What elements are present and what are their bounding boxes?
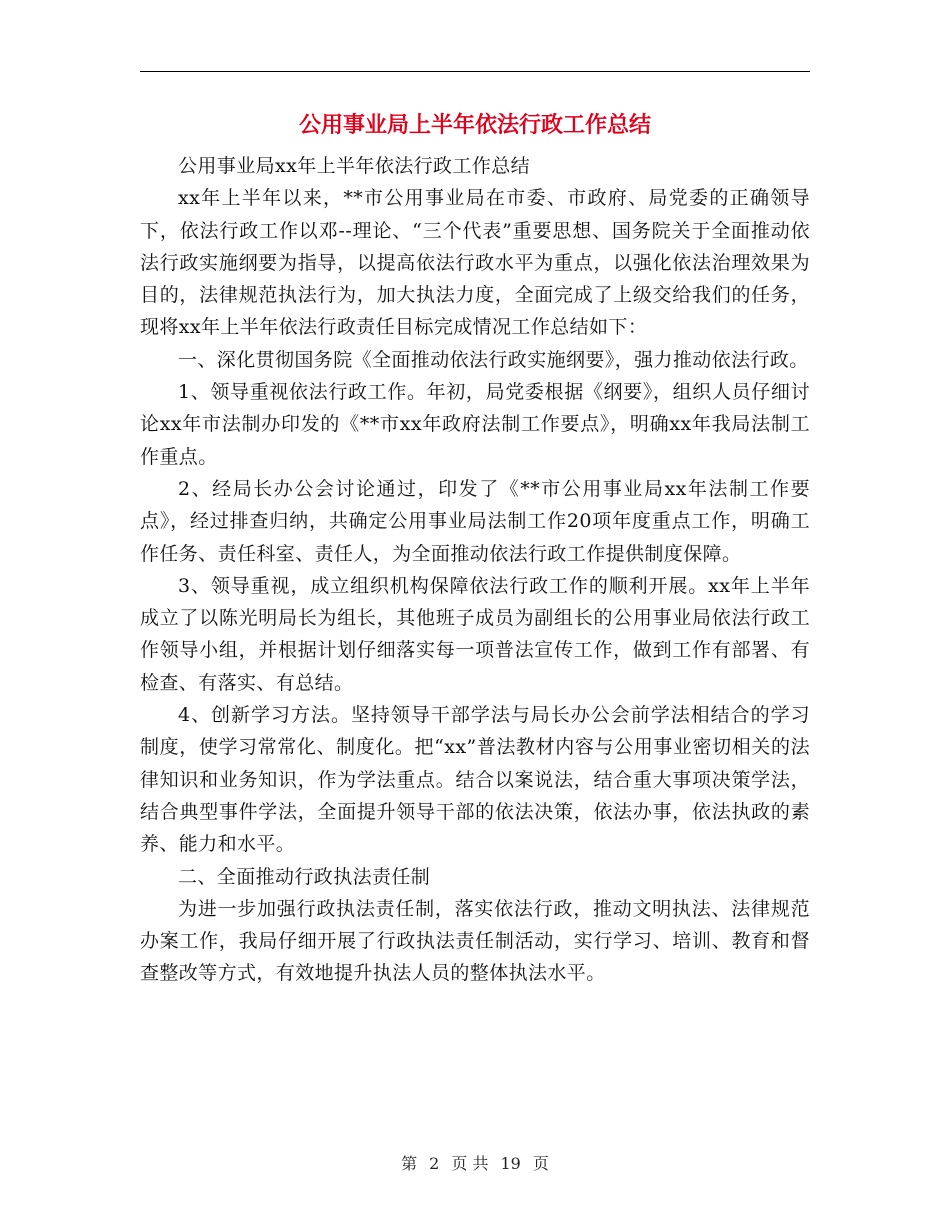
paragraph-intro: xx年上半年以来，**市公用事业局在市委、市政府、局党委的正确领导下，依法行政工作以邓--理论、“三个代表”重要思想、国务院关于全面推动依法行政实施纲要为指导，以提高依法行政水平为重点，以强化依法治理效果为目的，法律规范执法行为，加大执法力度，全面完成了上级交给我们的任务，现将xx年上半年依法行政责任目标完成情况工作总结如下： — [140, 187, 810, 339]
paragraph-item-3: 3、领导重视，成立组织机构保障依法行政工作的顺利开展。xx年上半年成立了以陈光明局长为组长，其他班子成员为副组长的公用事业局依法行政工作领导小组，并根据计划仔细落实每一项普法宣传工作，做到工作有部署、有检查、有落实、有总结。 — [140, 574, 810, 694]
paragraph-item-4: 4、创新学习方法。坚持领导干部学法与局长办公会前学法相结合的学习制度，使学习常常化、制度化。把“xx”普法教材内容与公用事业密切相关的法律知识和业务知识，作为学法重点。结合以案说法，结合重大事项决策学法，结合典型事件学法，全面提升领导干部的依法决策，依法办事，依法执政的素养、能力和水平。 — [140, 704, 810, 856]
footer-prefix: 第 — [401, 1154, 418, 1173]
page-footer — [0, 1153, 950, 1175]
paragraph-section-2: 为进一步加强行政执法责任制，落实依法行政，推动文明执法、法律规范办案工作，我局仔细开展了行政执法责任制活动，实行学习、培训、教育和督查整改等方式，有效地提升执法人员的整体执法水平。 — [140, 897, 810, 985]
footer-suffix: 页 — [532, 1154, 549, 1173]
footer-page-number: 2 — [429, 1154, 440, 1173]
document-title: 公用事业局上半年依法行政工作总结 — [298, 113, 651, 138]
section-heading-2: 二、全面推动行政执法责任制 — [178, 865, 431, 888]
header-rule — [140, 71, 810, 72]
footer-total-pages: 19 — [500, 1154, 521, 1173]
footer-middle: 页 共 — [451, 1154, 489, 1173]
paragraph-subtitle: 公用事业局xx年上半年依法行政工作总结 — [178, 155, 531, 177]
section-heading-1: 一、深化贯彻国务院《全面推动依法行政实施纲要》，强力推动依法行政。 — [178, 348, 809, 371]
paragraph-item-1: 1、领导重视依法行政工作。年初，局党委根据《纲要》，组织人员仔细讨论xx年市法制办印发的《**市xx年政府法制工作要点》，明确xx年我局法制工作重点。 — [140, 381, 810, 468]
paragraph-item-2: 2、经局长办公会讨论通过，印发了《**市公用事业局xx年法制工作要点》，经过排查归纳，共确定公用事业局法制工作20项年度重点工作，明确工作任务、责任科室、责任人，为全面推动依法行政工作提供制度保障。 — [140, 477, 810, 565]
document-body — [140, 150, 810, 990]
